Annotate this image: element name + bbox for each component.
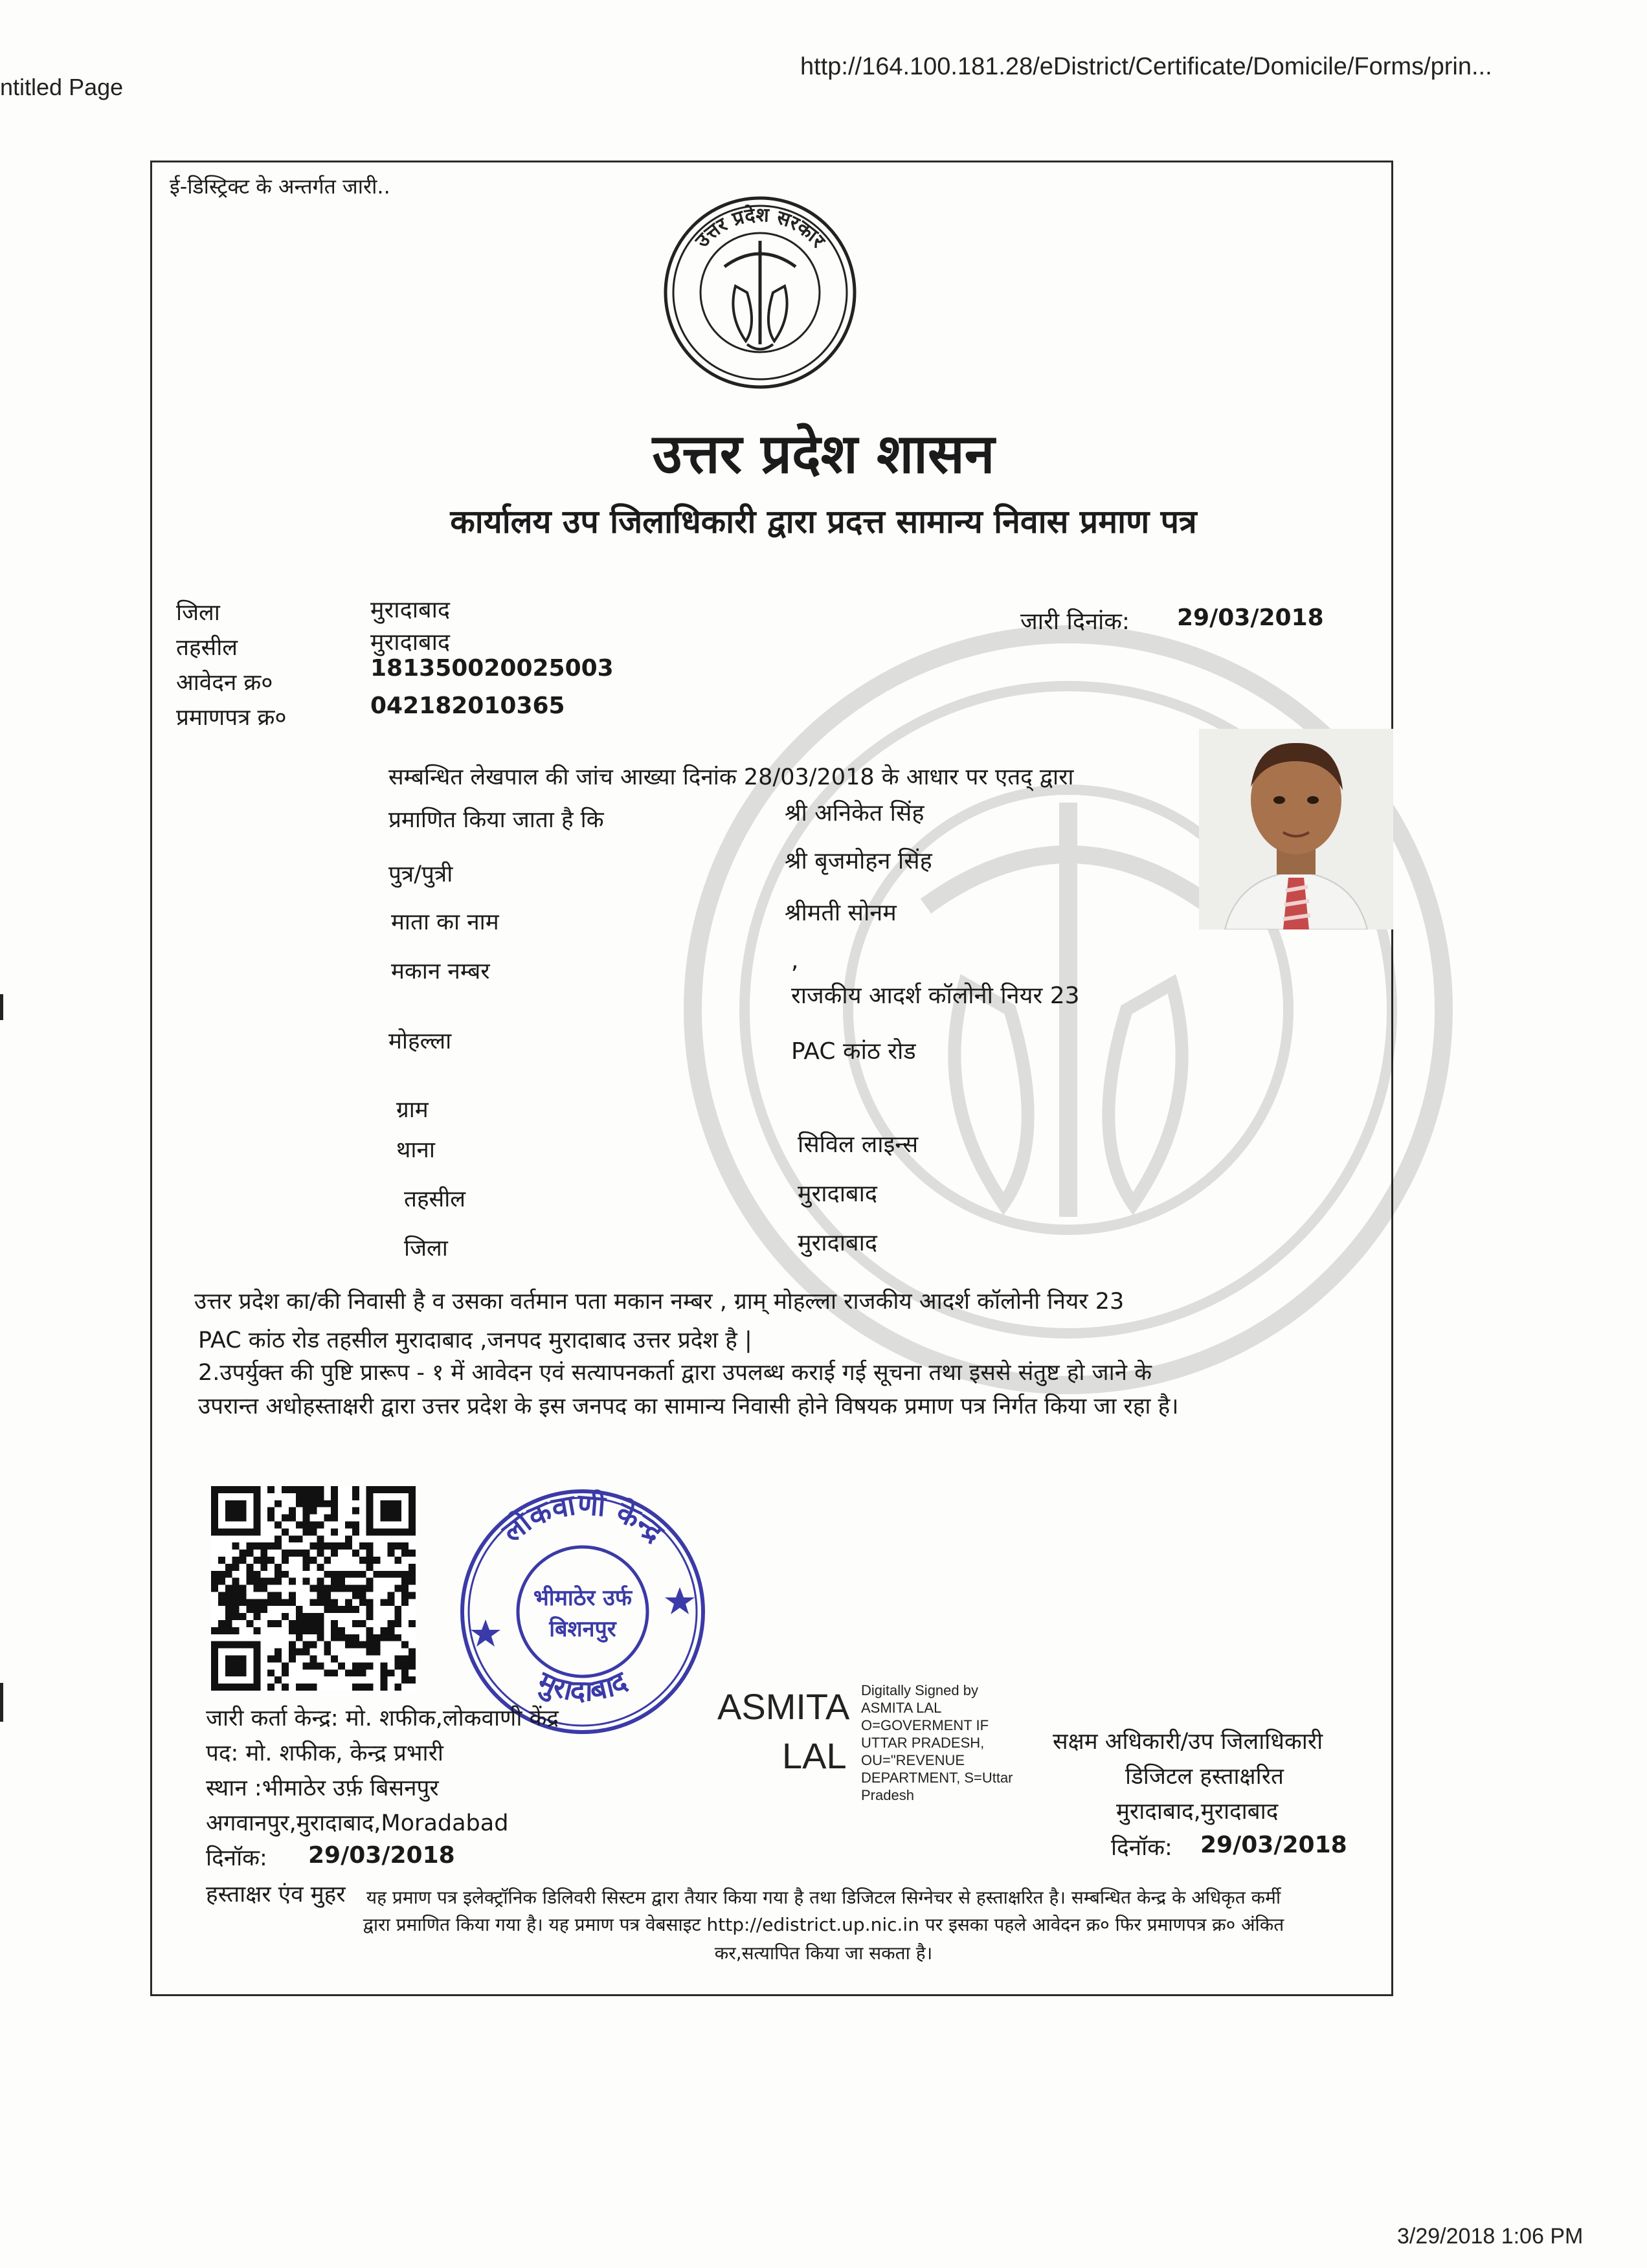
- meta-value-application-no: 181350020025003: [370, 655, 614, 682]
- meta-value-tehsil: मुरादाबाद: [370, 629, 451, 656]
- officer-date: 29/03/2018: [1200, 1832, 1347, 1858]
- svg-text:मुरादाबाद: [532, 1665, 634, 1708]
- detail-value-address-line: राजकीय आदर्श कॉलोनी नियर 23: [791, 983, 1080, 1009]
- signature-seal-label: हस्ताक्षर एंव मुहर: [206, 1882, 346, 1907]
- stamp-inner-top: भीमाठेर उर्फ: [533, 1585, 633, 1611]
- issuer-post: पद: मो. शफीक, केन्द्र प्रभारी: [206, 1740, 443, 1766]
- detail-value-name: श्री अनिकेत सिंह: [785, 800, 924, 827]
- detail-label-village: ग्राम: [396, 1097, 429, 1123]
- issued-under-text: ई-डिस्ट्रिक्ट के अन्तर्गत जारी..: [170, 174, 390, 199]
- footer-line-2: द्वारा प्रमाणित किया गया है। यह प्रमाण पत्र वेबसाइट http://edistrict.up.nic.in पर इसका पहले आवेदन क्र० फिर प्रमाणपत्र क्र० अंकित: [363, 1914, 1284, 1935]
- detail-value-district: मुरादाबाद: [798, 1230, 878, 1256]
- detail-value-tehsil: मुरादाबाद: [798, 1181, 878, 1207]
- body-line-1: उत्तर प्रदेश का/की निवासी है व उसका वर्तमान पता मकान नम्बर , ग्राम् मोहल्ला राजकीय आदर्श कॉलोनी नियर 23: [194, 1289, 1125, 1315]
- issuer-date: 29/03/2018: [308, 1842, 455, 1869]
- body-line-4: उपरान्त अधोहस्ताक्षरी द्वारा उत्तर प्रदेश के इस जनपद का सामान्य निवासी होने विषयक प्रमाण पत्र निर्गत किया जा रहा है।: [198, 1394, 1179, 1419]
- meta-label-application-no: आवेदन क्र०: [176, 670, 273, 696]
- svg-text:लोकवाणी केन्द्र: [495, 1487, 670, 1550]
- stamp-star-right: [665, 1587, 695, 1614]
- body-line-2: PAC कांठ रोड तहसील मुरादाबाद ,जनपद मुरादाबाद उत्तर प्रदेश है |: [198, 1328, 752, 1353]
- lokvani-kendra-stamp: [447, 1469, 719, 1741]
- stamp-bottom-text: मुरादाबाद: [533, 1665, 633, 1708]
- stamp-outer-text: लोकवाणी केन्द्र: [496, 1487, 670, 1550]
- print-timestamp: 3/29/2018 1:06 PM: [1397, 2224, 1584, 2249]
- detail-label-child-of: पुत्र/पुत्री: [388, 862, 453, 887]
- browser-page-title: ntitled Page: [0, 74, 124, 100]
- detail-label-certified: प्रमाणित किया जाता है कि: [388, 807, 604, 833]
- scan-edge-mark-2: [0, 994, 3, 1020]
- detail-value-police-station: सिविल लाइन्स: [798, 1131, 919, 1158]
- applicant-photo: [1199, 729, 1393, 929]
- svg-text:उत्तर प्रदेश सरकार: उत्तर प्रदेश सरकार: [691, 203, 830, 252]
- issue-date-label: जारी दिनांक:: [1020, 608, 1130, 635]
- detail-label-tehsil: तहसील: [404, 1186, 465, 1212]
- officer-location: मुरादाबाद,मुरादाबाद: [1116, 1799, 1279, 1825]
- issuer-date-label: दिनॉक:: [206, 1845, 267, 1871]
- detail-label-district: जिला: [404, 1236, 448, 1262]
- officer-date-label: दिनॉक:: [1111, 1835, 1172, 1861]
- detail-value-house-no: ,: [791, 948, 799, 974]
- meta-value-district: मुरादाबाद: [370, 597, 451, 623]
- issuer-centre: जारी कर्ता केन्द्र: मो. शफीक,लोकवाणी केंद्र: [206, 1706, 559, 1731]
- meta-label-certificate-no: प्रमाणपत्र क्र०: [176, 705, 287, 731]
- meta-label-district: जिला: [176, 600, 220, 626]
- stamp-star-left: [471, 1619, 500, 1647]
- footer-line-3: कर,सत्यापित किया जा सकता है।: [714, 1942, 933, 1964]
- issuer-address: अगवानपुर,मुरादाबाद,Moradabad: [206, 1810, 509, 1836]
- issuer-place: स्थान :भीमाठेर उर्फ़ बिसनपुर: [206, 1775, 439, 1801]
- detail-value-locality: PAC कांठ रोड: [791, 1038, 916, 1065]
- officer-title: सक्षम अधिकारी/उप जिलाधिकारी: [1053, 1729, 1323, 1755]
- stamp-inner-bottom: बिशनपुर: [549, 1616, 616, 1642]
- verification-qr-code: [211, 1486, 416, 1691]
- certificate-subtitle: कार्यालय उप जिलाधिकारी द्वारा प्रदत्त सामान्य निवास प्रमाण पत्र: [450, 503, 1197, 540]
- officer-digital-signed: डिजिटल हस्ताक्षरित: [1125, 1764, 1284, 1790]
- browser-url: http://164.100.181.28/eDistrict/Certificate/Domicile/Forms/prin...: [800, 53, 1492, 80]
- detail-label-mother: माता का नाम: [391, 909, 499, 935]
- meta-value-certificate-no: 042182010365: [370, 693, 565, 719]
- footer-line-1: यह प्रमाण पत्र इलेक्ट्रॉनिक डिलिवरी सिस्टम द्वारा तैयार किया गया है तथा डिजिटल सिग्नेचर से हस्ताक्षरित है। सम्बन्धित केन्द्र के अधिकृत कर्मी: [366, 1887, 1281, 1908]
- digital-signer-name-1: ASMITA: [717, 1686, 850, 1727]
- issue-date: 29/03/2018: [1177, 605, 1324, 631]
- body-line-3: 2.उपर्युक्त की पुष्टि प्रारूप - १ में आवेदन एवं सत्यापनकर्ता द्वारा उपलब्ध कराई गई सूचना तथा इससे संतुष्ट हो जाने के: [198, 1360, 1152, 1386]
- detail-value-father: श्री बृजमोहन सिंह: [785, 848, 932, 874]
- meta-label-tehsil: तहसील: [176, 635, 238, 661]
- intro-text: सम्बन्धित लेखपाल की जांच आख्या दिनांक 28/03/2018 के आधार पर एतद् द्वारा: [388, 764, 1074, 790]
- digital-signature-details: Digitally Signed by ASMITA LAL O=GOVERMENT IF UTTAR PRADESH, OU="REVENUE DEPARTMENT, S=Uttar Pradesh: [861, 1682, 1013, 1803]
- detail-label-locality: मोहल्ला: [388, 1028, 452, 1054]
- detail-value-mother: श्रीमती सोनम: [785, 900, 897, 926]
- digital-signer-name-2: LAL: [782, 1735, 847, 1776]
- scan-edge-mark: [0, 1683, 3, 1722]
- detail-label-house-no: मकान नम्बर: [391, 959, 490, 984]
- up-government-emblem: [663, 195, 857, 390]
- detail-label-police-station: थाना: [396, 1137, 435, 1163]
- certificate-title: उत्तर प्रदेश शासन: [652, 421, 995, 485]
